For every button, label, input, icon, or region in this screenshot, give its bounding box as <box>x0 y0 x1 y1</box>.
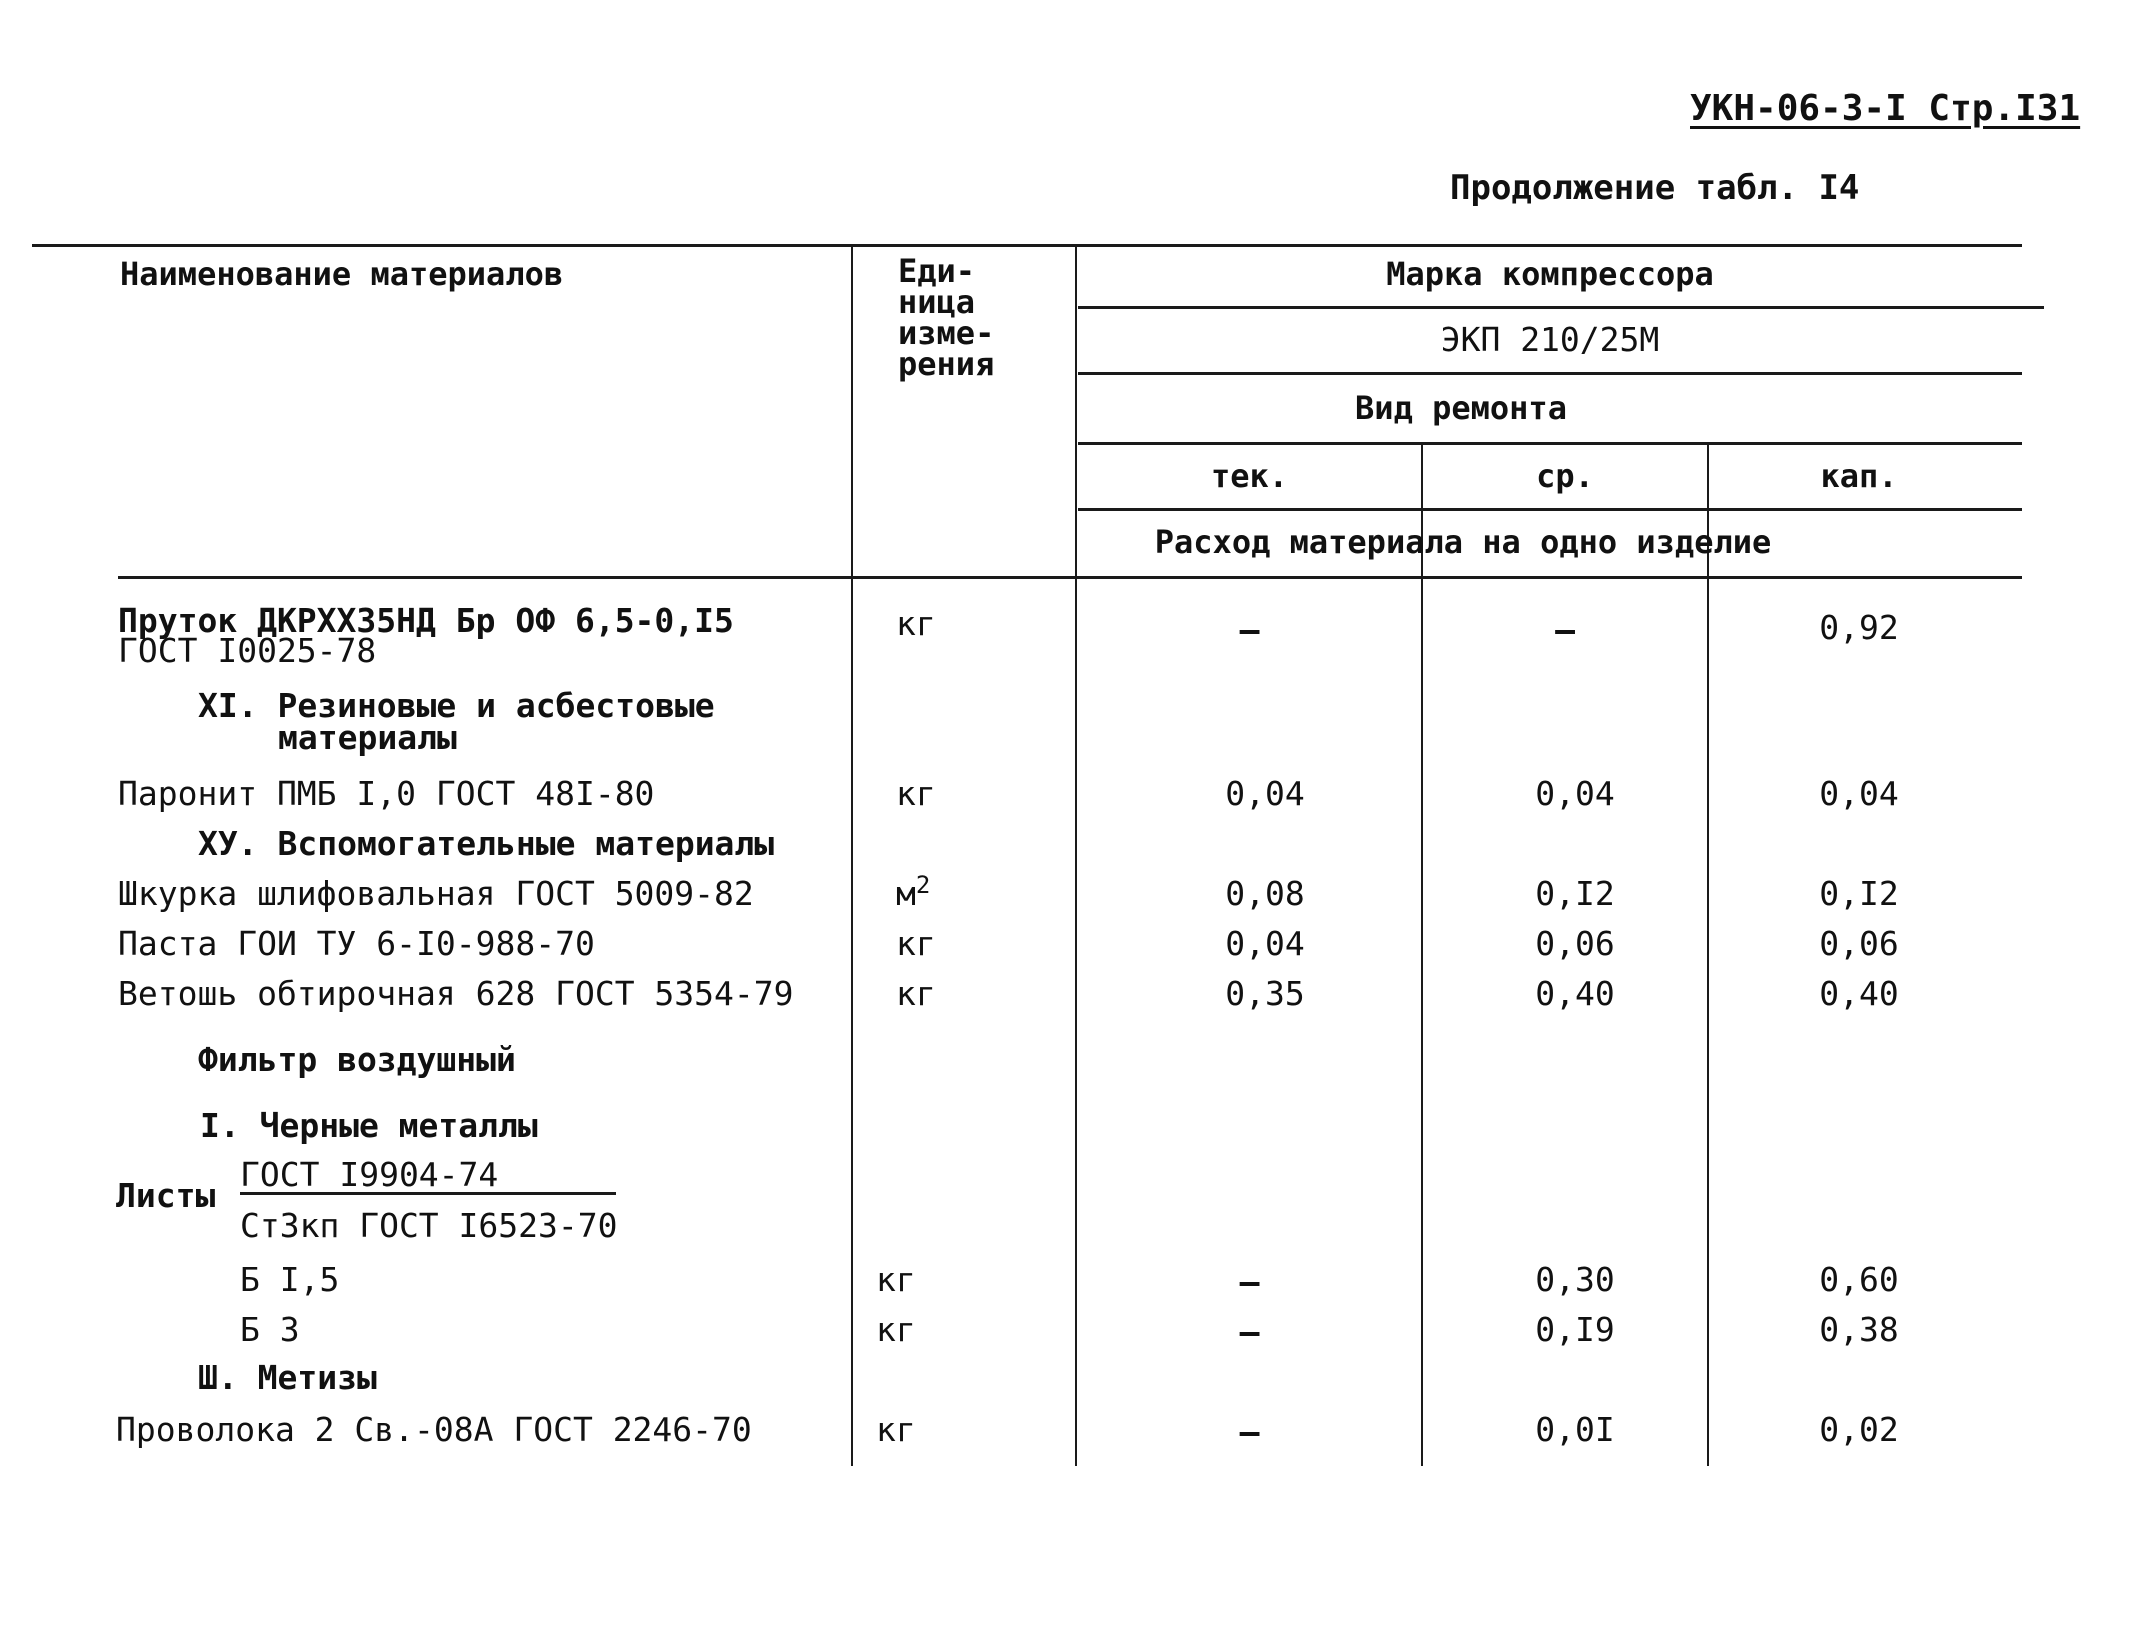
row-prutok-tek: – <box>1239 610 1260 649</box>
header-compressor-model: ЭКП 210/25М <box>1440 320 1660 359</box>
row-pasta-unit: кг <box>896 924 936 963</box>
row-b3-sr: 0,I9 <box>1535 1310 1615 1349</box>
section-air-filter: Фильтр воздушный <box>198 1040 516 1079</box>
row-listy-label: Листы <box>116 1176 216 1215</box>
row-provoloka-sr: 0,0I <box>1535 1410 1615 1449</box>
row-vetosh-tek: 0,35 <box>1225 974 1305 1013</box>
divider-name-unit <box>851 244 853 1466</box>
row-shkurka-sr: 0,I2 <box>1535 874 1615 913</box>
row-listy-gost-top: ГОСТ I9904-74 <box>240 1158 616 1195</box>
row-pasta-kap: 0,06 <box>1819 924 1899 963</box>
row-b15-tek: – <box>1239 1262 1260 1301</box>
header-consumption: Расход материала на одно изделие <box>1154 523 1772 561</box>
row-paronit-name: Паронит ПМБ I,0 ГОСТ 48I-80 <box>118 774 655 813</box>
header-compressor-brand: Марка компрессора <box>1386 255 1714 293</box>
row-vetosh-name: Ветошь обтирочная 628 ГОСТ 5354-79 <box>118 974 794 1013</box>
row-b3-unit: кг <box>876 1310 916 1349</box>
row-paronit-sr: 0,04 <box>1535 774 1615 813</box>
row-pasta-tek: 0,04 <box>1225 924 1305 963</box>
row-b15-sr: 0,30 <box>1535 1260 1615 1299</box>
row-pasta-name: Паста ГОИ ТУ 6-I0-988-70 <box>118 924 595 963</box>
row-paronit-tek: 0,04 <box>1225 774 1305 813</box>
document-id: УКН-06-3-I Стр.I31 <box>1690 88 2081 129</box>
divider-unit-values <box>1075 244 1077 1466</box>
section-hardware: Ш. Метизы <box>198 1358 377 1397</box>
row-pasta-sr: 0,06 <box>1535 924 1615 963</box>
table-top-rule <box>32 244 2022 247</box>
row-prutok-unit: кг <box>896 604 936 643</box>
table-continuation: Продолжение табл. I4 <box>1450 168 1860 208</box>
row-shkurka-name: Шкурка шлифовальная ГОСТ 5009-82 <box>118 874 754 913</box>
rule-brand <box>1078 306 2044 309</box>
row-b3-kap: 0,38 <box>1819 1310 1899 1349</box>
row-b15-unit: кг <box>876 1260 916 1299</box>
row-provoloka-name: Проволока 2 Св.-08А ГОСТ 2246-70 <box>116 1410 752 1449</box>
row-prutok-sr: – <box>1555 610 1575 649</box>
table-head-bottom-rule <box>118 576 2022 579</box>
row-provoloka-unit: кг <box>876 1410 916 1449</box>
row-prutok-kap: 0,92 <box>1819 608 1899 647</box>
row-shkurka-kap: 0,I2 <box>1819 874 1899 913</box>
col-header-name: Наименование материалов <box>120 255 564 293</box>
row-provoloka-kap: 0,02 <box>1819 1410 1899 1449</box>
row-listy-gost-bottom: Ст3кп ГОСТ I6523-70 <box>240 1206 618 1245</box>
row-vetosh-unit: кг <box>896 974 936 1013</box>
row-b15-kap: 0,60 <box>1819 1260 1899 1299</box>
row-b3-name: Б 3 <box>240 1310 300 1349</box>
header-repair-sr: ср. <box>1536 457 1594 495</box>
row-b15-name: Б I,5 <box>240 1260 340 1299</box>
row-shkurka-unit: $м^2$ <box>896 871 931 913</box>
rule-repair-type <box>1078 442 2022 445</box>
rule-repair-kinds <box>1078 508 2022 511</box>
row-shkurka-tek: 0,08 <box>1225 874 1305 913</box>
header-repair-type: Вид ремонта <box>1355 389 1567 427</box>
row-vetosh-kap: 0,40 <box>1819 974 1899 1013</box>
header-repair-tek: тек. <box>1210 457 1289 495</box>
section-auxiliary-materials: ХУ. Вспомогательные материалы <box>198 824 775 863</box>
row-b3-tek: – <box>1239 1312 1260 1351</box>
col-header-unit: Еди- ница изме- рения <box>898 252 995 383</box>
section-ferrous-metals: I. Черные металлы <box>200 1106 538 1145</box>
row-vetosh-sr: 0,40 <box>1535 974 1615 1013</box>
row-provoloka-tek: – <box>1239 1412 1260 1451</box>
row-paronit-kap: 0,04 <box>1819 774 1899 813</box>
header-repair-kap: кап. <box>1820 457 1898 495</box>
row-prutok-name: Пруток ДКРХХ35НД Бр ОФ 6,5-0,I5 ГОСТ I0025-78 <box>118 601 734 670</box>
section-rubber-asbestos: XI. Резиновые и асбестовые материалы <box>198 686 715 757</box>
rule-model <box>1078 372 2022 375</box>
row-paronit-unit: кг <box>896 774 936 813</box>
